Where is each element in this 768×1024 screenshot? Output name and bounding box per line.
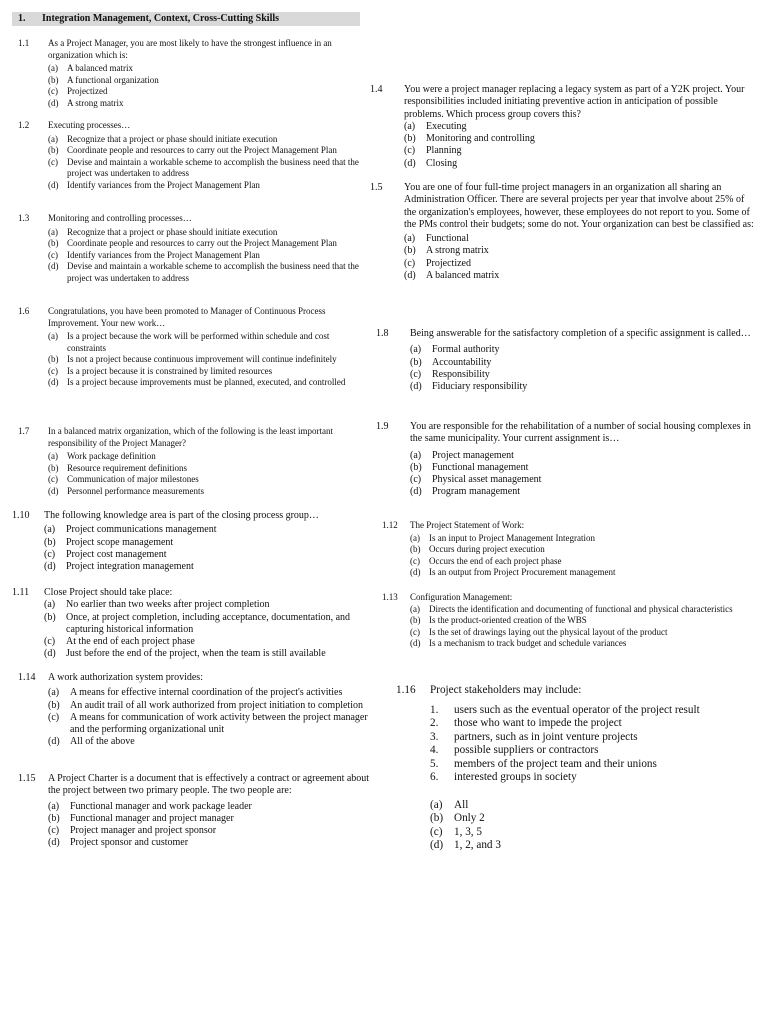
question-stem: In a balanced matrix organization, which of the following is the least important responsibility of the Project Manager? (48, 426, 334, 448)
answer-option (410, 615, 760, 627)
option-text: A strong matrix (67, 97, 124, 108)
option-label: (b) (410, 356, 422, 368)
option-text: Just before the end of the project, when the team is still available (66, 648, 326, 660)
option-text: Functional manager and work package leader (70, 800, 252, 812)
answer-option (48, 813, 378, 825)
option-text: Identify variances from the Project Management Plan (67, 179, 260, 190)
option-label: (b) (48, 354, 59, 364)
answer-options (44, 524, 374, 573)
section-number: 1. (18, 13, 26, 24)
option-text: A means for communication of work activity between the project manager and the performing organizational unit (70, 711, 368, 736)
answer-options (410, 604, 760, 650)
option-text: Is an output from Project Procurement management (429, 567, 616, 577)
question-number: 1.3 (18, 213, 30, 223)
answer-option (410, 544, 760, 556)
list-item (430, 771, 765, 785)
list-item-number: 6. (430, 771, 439, 783)
option-label: (a) (48, 226, 58, 237)
answer-option (410, 627, 760, 639)
answer-options (410, 450, 755, 499)
option-text: At the end of each project phase (66, 636, 195, 648)
option-label: (c) (410, 368, 422, 380)
option-label: (d) (410, 486, 422, 498)
answer-option (410, 381, 755, 393)
list-item-number: 4. (430, 744, 439, 756)
answer-option (410, 462, 755, 474)
answer-option (48, 377, 368, 389)
list-item-text: members of the project team and their unions (454, 757, 657, 770)
answer-option (410, 638, 760, 650)
question-body (48, 773, 378, 850)
list-item (430, 704, 765, 718)
question-body (48, 306, 368, 389)
question-number: 1.4 (370, 84, 383, 95)
answer-option (44, 612, 379, 637)
option-text: Work package definition (67, 451, 156, 461)
option-text: Is a mechanism to track budget and schedule variances (429, 638, 627, 648)
answer-options (404, 233, 754, 282)
option-label: (c) (48, 249, 58, 260)
option-text: Is a project because improvements must be planned, executed, and controlled (67, 377, 346, 387)
question-stem: Close Project should take place: (44, 587, 173, 598)
option-text: An audit trail of all work authorized from project initiation to completion (70, 699, 363, 711)
list-item (430, 717, 765, 731)
option-text: Is a project because it is constrained by limited resources (67, 365, 273, 376)
option-text: Recognize that a project or phase should initiate execution (67, 226, 278, 237)
option-label: (d) (410, 381, 422, 393)
answer-option (48, 837, 378, 849)
option-text: Physical asset management (432, 474, 542, 486)
answer-option (44, 648, 379, 660)
option-label: (d) (404, 157, 416, 169)
answer-options (404, 121, 754, 170)
question-body (410, 328, 755, 393)
option-text: Project manager and project sponsor (70, 825, 217, 837)
option-label: (c) (410, 555, 420, 566)
question-stem: The following knowledge area is part of the closing process group… (44, 510, 319, 521)
question-stem: A work authorization system provides: (48, 672, 203, 683)
option-text: Is an input to Project Management Integration (429, 532, 595, 543)
option-text: Occurs the end of each project phase (429, 555, 562, 566)
answer-options (48, 63, 368, 109)
answer-option (48, 134, 368, 146)
option-text: Personnel performance measurements (67, 485, 204, 496)
answer-options (48, 687, 383, 748)
answer-option (48, 825, 378, 837)
option-text: All of the above (70, 736, 135, 748)
answer-option (48, 227, 368, 239)
option-label: (a) (48, 687, 60, 699)
question-stem: The Project Statement of Work: (410, 520, 525, 530)
answer-option (44, 561, 374, 573)
option-label: (a) (48, 63, 58, 73)
option-label: (a) (410, 449, 422, 461)
option-text: Project scope management (66, 536, 174, 548)
option-text: All (454, 798, 469, 811)
answer-option (44, 599, 379, 611)
question-body (404, 84, 754, 170)
option-label: (d) (430, 839, 444, 851)
option-label: (d) (48, 179, 59, 190)
answer-option (410, 474, 755, 486)
question-number: 1.13 (382, 592, 398, 602)
list-item (430, 731, 765, 745)
answer-option (410, 486, 755, 498)
option-label: (d) (404, 270, 416, 282)
answer-option (48, 180, 368, 192)
option-text: Monitoring and controlling (426, 133, 535, 145)
answer-option (48, 261, 368, 284)
option-label: (a) (48, 451, 58, 461)
answer-option (48, 250, 368, 262)
option-label: (a) (48, 331, 58, 341)
option-label: (d) (48, 377, 59, 387)
option-text: Recognize that a project or phase should initiate execution (67, 133, 278, 144)
answer-option (48, 486, 368, 498)
question-stem: Monitoring and controlling processes… (48, 213, 192, 223)
option-label: (b) (48, 74, 59, 85)
option-label: (a) (404, 120, 416, 132)
question-stem: As a Project Manager, you are most likely to have the strongest influence in an organization which is: (48, 38, 332, 60)
option-label: (c) (48, 825, 60, 837)
option-label: (a) (44, 599, 56, 611)
answer-options (410, 344, 755, 393)
option-text: 1, 2, and 3 (454, 839, 501, 851)
question-number: 1.9 (376, 421, 389, 432)
option-text: No earlier than two weeks after project completion (66, 599, 270, 611)
option-text: Executing (426, 120, 467, 132)
option-label: (c) (430, 825, 443, 838)
option-text: Directs the identification and documenting of functional and physical characteristics (429, 603, 733, 614)
question-stem: You are one of four full-time project managers in an organization all sharing an Administration Officer. There are several projects per year that involve about 25% of the organization's employees, however, these employees do not report to you. Some of the PMs control their budgets; some do not. Your organization can best be classified as: (404, 182, 754, 230)
question-stem: You were a project manager replacing a legacy system as part of a Y2K project. Your responsibilities included initiating preventive action in anticipation of possible problems. Which process group covers this? (404, 84, 745, 120)
option-text: Responsibility (432, 368, 490, 380)
answer-option (404, 158, 754, 170)
option-text: A functional organization (67, 74, 159, 85)
question-body (48, 672, 383, 749)
option-text: Is the product-oriented creation of the WBS (429, 615, 587, 625)
question-body (410, 421, 755, 499)
option-label: (c) (48, 156, 58, 167)
option-label: (a) (48, 133, 58, 144)
question-body (410, 592, 760, 650)
answer-option (410, 556, 760, 568)
answer-option (410, 344, 755, 356)
option-text: Project management (432, 449, 514, 461)
answer-option (48, 75, 368, 87)
option-label: (d) (48, 485, 59, 496)
option-text: Functional manager and project manager (70, 812, 234, 824)
answer-option (404, 245, 754, 257)
question-stem: A Project Charter is a document that is effectively a contract or agreement about the project between two primary people. The two people are: (48, 773, 370, 797)
option-label: (a) (410, 603, 420, 614)
question-number: 1.11 (12, 587, 30, 598)
list-item-number: 1. (430, 703, 439, 716)
question-body (48, 213, 368, 284)
option-label: (d) (44, 561, 56, 573)
option-label: (c) (48, 365, 58, 376)
option-label: (b) (48, 812, 60, 824)
answer-option (48, 736, 383, 748)
answer-option (48, 687, 383, 699)
question-number: 1.12 (382, 520, 398, 530)
answer-options (48, 227, 368, 285)
option-text: Coordinate people and resources to carry out the Project Management Plan (67, 145, 337, 155)
answer-option (48, 238, 368, 250)
answer-options (48, 134, 368, 192)
answer-option (404, 258, 754, 270)
answer-option (48, 157, 368, 180)
option-label: (b) (404, 133, 416, 145)
question-number: 1.2 (18, 120, 30, 130)
option-text: Occurs during project execution (429, 544, 545, 554)
question-number: 1.10 (12, 510, 30, 521)
question-stem: Being answerable for the satisfactory completion of a specific assignment is called… (410, 328, 751, 339)
option-label: (b) (48, 145, 59, 155)
option-label: (a) (410, 532, 420, 543)
question-number: 1.1 (18, 38, 30, 48)
question-body (48, 426, 368, 497)
option-label: (a) (430, 798, 443, 811)
question-body (44, 510, 374, 573)
answer-option (410, 450, 755, 462)
option-text: A balanced matrix (426, 270, 500, 282)
option-label: (b) (48, 238, 59, 248)
option-label: (b) (404, 245, 416, 257)
answer-option (48, 354, 368, 366)
option-label: (d) (48, 736, 60, 748)
answer-option (404, 121, 754, 133)
option-text: Project cost management (66, 548, 167, 560)
option-text: Functional (426, 233, 469, 245)
answer-option (410, 369, 755, 381)
option-text: A balanced matrix (67, 63, 133, 73)
answer-option (44, 537, 374, 549)
answer-option (48, 463, 368, 475)
option-label: (d) (410, 567, 421, 577)
question-number: 1.6 (18, 306, 30, 316)
option-text: Project integration management (66, 561, 194, 573)
question-number: 1.5 (370, 182, 383, 193)
option-text: Once, at project completion, including acceptance, documentation, and capturing historical information (66, 611, 351, 635)
question-body (410, 520, 760, 579)
option-label: (c) (410, 626, 420, 637)
option-text: Coordinate people and resources to carry out the Project Management Plan (67, 238, 337, 248)
question-number: 1.15 (18, 773, 36, 784)
answer-option (430, 799, 765, 813)
answer-option (430, 826, 765, 840)
option-text: Communication of major milestones (67, 474, 199, 484)
answer-option (404, 233, 754, 245)
question-body (48, 120, 368, 191)
option-label: (c) (48, 474, 58, 484)
option-label: (d) (48, 97, 59, 108)
option-label: (c) (48, 86, 58, 96)
option-label: (a) (48, 800, 60, 812)
answer-option (410, 357, 755, 369)
list-item-text: those who want to impede the project (454, 717, 622, 729)
section-title: Integration Management, Context, Cross-Cutting Skills (42, 13, 280, 24)
option-text: Is not a project because continuous improvement will continue indefinitely (67, 354, 337, 364)
option-text: Program management (432, 486, 521, 498)
answer-option (48, 451, 368, 463)
option-text: Accountability (432, 356, 492, 368)
answer-options (48, 451, 368, 497)
option-text: Only 2 (454, 812, 485, 824)
question-stem: Project stakeholders may include: (430, 684, 582, 696)
option-label: (b) (48, 699, 60, 711)
answer-option (48, 474, 368, 486)
answer-option (48, 63, 368, 75)
answer-option (430, 839, 765, 853)
list-item (430, 758, 765, 772)
question-stem: Configuration Management: (410, 592, 513, 602)
option-text: Closing (426, 157, 458, 169)
option-text: Functional management (432, 461, 529, 473)
answer-option (410, 533, 760, 545)
answer-option (410, 604, 760, 616)
option-label: (c) (44, 548, 56, 560)
list-item-text: partners, such as in joint venture projects (454, 730, 638, 743)
option-text: Is the set of drawings laying out the physical layout of the product (429, 626, 668, 637)
option-text: Fiduciary responsibility (432, 381, 528, 393)
option-label: (b) (44, 536, 56, 548)
answer-options (48, 801, 378, 850)
option-text: 1, 3, 5 (454, 825, 482, 838)
option-label: (b) (410, 615, 421, 625)
answer-options (48, 331, 368, 389)
option-text: Devise and maintain a workable scheme to accomplish the business need that the project was undertaken to address (67, 261, 359, 283)
question-number: 1.7 (18, 426, 30, 436)
option-label: (c) (404, 257, 416, 269)
option-text: Project sponsor and customer (70, 837, 189, 849)
list-item-number: 3. (430, 730, 439, 743)
answer-option (48, 801, 378, 813)
question-body (430, 684, 765, 853)
option-label: (c) (48, 711, 60, 723)
option-label: (d) (410, 638, 421, 648)
answer-options (410, 533, 760, 579)
answer-option (48, 331, 368, 354)
answer-option (48, 712, 383, 737)
option-label: (d) (44, 648, 56, 660)
answer-option (48, 145, 368, 157)
answer-option (48, 366, 368, 378)
option-label: (d) (48, 261, 59, 271)
answer-options (44, 599, 379, 660)
list-item-number: 2. (430, 717, 439, 729)
option-text: Projectized (67, 86, 108, 96)
question-stem: Congratulations, you have been promoted to Manager of Continuous Process Improvement. Your new work… (48, 306, 326, 328)
option-label: (c) (44, 636, 56, 648)
question-body (48, 38, 368, 109)
option-label: (b) (410, 544, 421, 554)
answer-options (430, 799, 765, 853)
option-label: (b) (48, 462, 59, 473)
option-text: A means for effective internal coordination of the project's activities (70, 687, 343, 699)
question-number: 1.16 (396, 684, 416, 696)
option-label: (b) (44, 611, 56, 623)
answer-option (44, 636, 379, 648)
list-item-text: interested groups in society (454, 771, 577, 783)
stakeholder-list (430, 704, 765, 785)
option-text: Projectized (426, 257, 471, 269)
option-label: (b) (410, 461, 422, 473)
option-text: Project communications management (66, 524, 217, 536)
question-stem: Executing processes… (48, 120, 131, 130)
section-header (12, 12, 360, 26)
option-text: Planning (426, 145, 462, 157)
option-label: (d) (48, 837, 60, 849)
list-item-number: 5. (430, 757, 439, 770)
question-stem: You are responsible for the rehabilitation of a number of social housing complexes in the same municipality. Your current assignment is… (410, 421, 751, 445)
question-number: 1.14 (18, 672, 36, 683)
option-text: A strong matrix (426, 245, 489, 257)
option-label: (c) (404, 145, 416, 157)
option-label: (b) (430, 812, 444, 824)
option-label: (a) (44, 524, 56, 536)
option-label: (a) (410, 344, 422, 356)
answer-option (404, 145, 754, 157)
option-text: Formal authority (432, 344, 500, 356)
answer-option (44, 549, 374, 561)
option-text: Devise and maintain a workable scheme to accomplish the business need that the project was undertaken to address (67, 156, 359, 178)
option-text: Resource requirement definitions (67, 462, 187, 473)
question-body (404, 182, 754, 282)
question-number: 1.8 (376, 328, 389, 339)
option-text: Is a project because the work will be performed within schedule and cost constraints (67, 331, 330, 353)
answer-option (44, 524, 374, 536)
answer-option (48, 700, 383, 712)
option-text: Identify variances from the Project Management Plan (67, 249, 260, 260)
question-body (44, 587, 379, 661)
list-item (430, 744, 765, 758)
answer-option (410, 567, 760, 579)
option-label: (c) (410, 474, 422, 486)
answer-option (430, 812, 765, 826)
answer-option (404, 270, 754, 282)
list-item-text: users such as the eventual operator of the project result (454, 703, 700, 716)
option-label: (a) (404, 233, 416, 245)
answer-option (404, 133, 754, 145)
answer-option (48, 86, 368, 98)
list-item-text: possible suppliers or contractors (454, 744, 599, 756)
answer-option (48, 98, 368, 110)
